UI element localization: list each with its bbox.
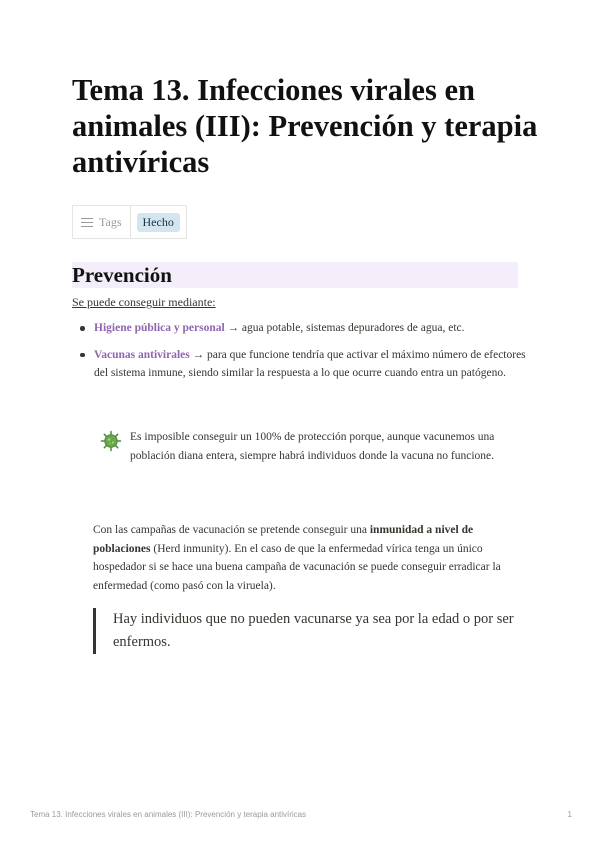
list-item xyxy=(72,346,532,383)
section-heading: Prevención xyxy=(72,262,518,288)
bullet-term: Higiene pública y personal xyxy=(94,322,225,334)
list-item xyxy=(72,319,532,338)
quote-block: Hay individuos que no pueden vacunarse ya sea por la edad o por ser enfermos. xyxy=(93,608,543,654)
bullet-term: Vacunas antivirales xyxy=(94,348,190,361)
bullet-text: → para que funcione tendría que activar el máximo número de efectores del sistema inmune, siendo similar la respuesta a lo que ocurre cuando entra un patógeno. xyxy=(94,348,526,379)
properties-table xyxy=(72,205,187,239)
paragraph-text-start: Con las campañas de vacunación se pretende conseguir una xyxy=(93,524,370,536)
intro-text: Se puede conseguir mediante: xyxy=(72,295,216,309)
tags-property-label xyxy=(73,206,131,238)
bullet-dot xyxy=(80,353,85,358)
callout-text: Es imposible conseguir un 100% de protección porque, aunque vacunemos una población diana entera, siempre habrá individuos donde la vacuna no funcione. xyxy=(130,431,495,462)
tags-property-value[interactable] xyxy=(131,213,186,232)
page-title: Tema 13. Infecciones virales en animales (III): Prevención y terapia antivíricas xyxy=(72,73,538,179)
paragraph-text-end: (Herd inmunity). En el caso de que la enfermedad vírica tenga un único hospedador si se hace una buena campaña de vacunación se puede conseguir erradicar la enfermedad (como pasó con la viruela). xyxy=(93,542,501,592)
body-paragraph xyxy=(93,521,529,595)
callout-block xyxy=(100,428,510,465)
bullet-dot xyxy=(80,326,85,331)
footer-title: Tema 13. Infecciones virales en animales (III): Prevención y terapia antivíricas xyxy=(30,810,307,819)
list-icon xyxy=(81,218,93,227)
tag-chip-hecho[interactable]: Hecho xyxy=(137,213,180,232)
bullet-text: → agua potable, sistemas depuradores de agua, etc. xyxy=(224,322,465,334)
tags-label-text: Tags xyxy=(99,214,122,229)
bullet-list xyxy=(72,319,532,391)
virus-icon xyxy=(100,430,130,465)
paragraph-bold-term: inmunidad a nivel de poblaciones xyxy=(93,524,474,555)
footer-page-number: 1 xyxy=(567,810,572,819)
